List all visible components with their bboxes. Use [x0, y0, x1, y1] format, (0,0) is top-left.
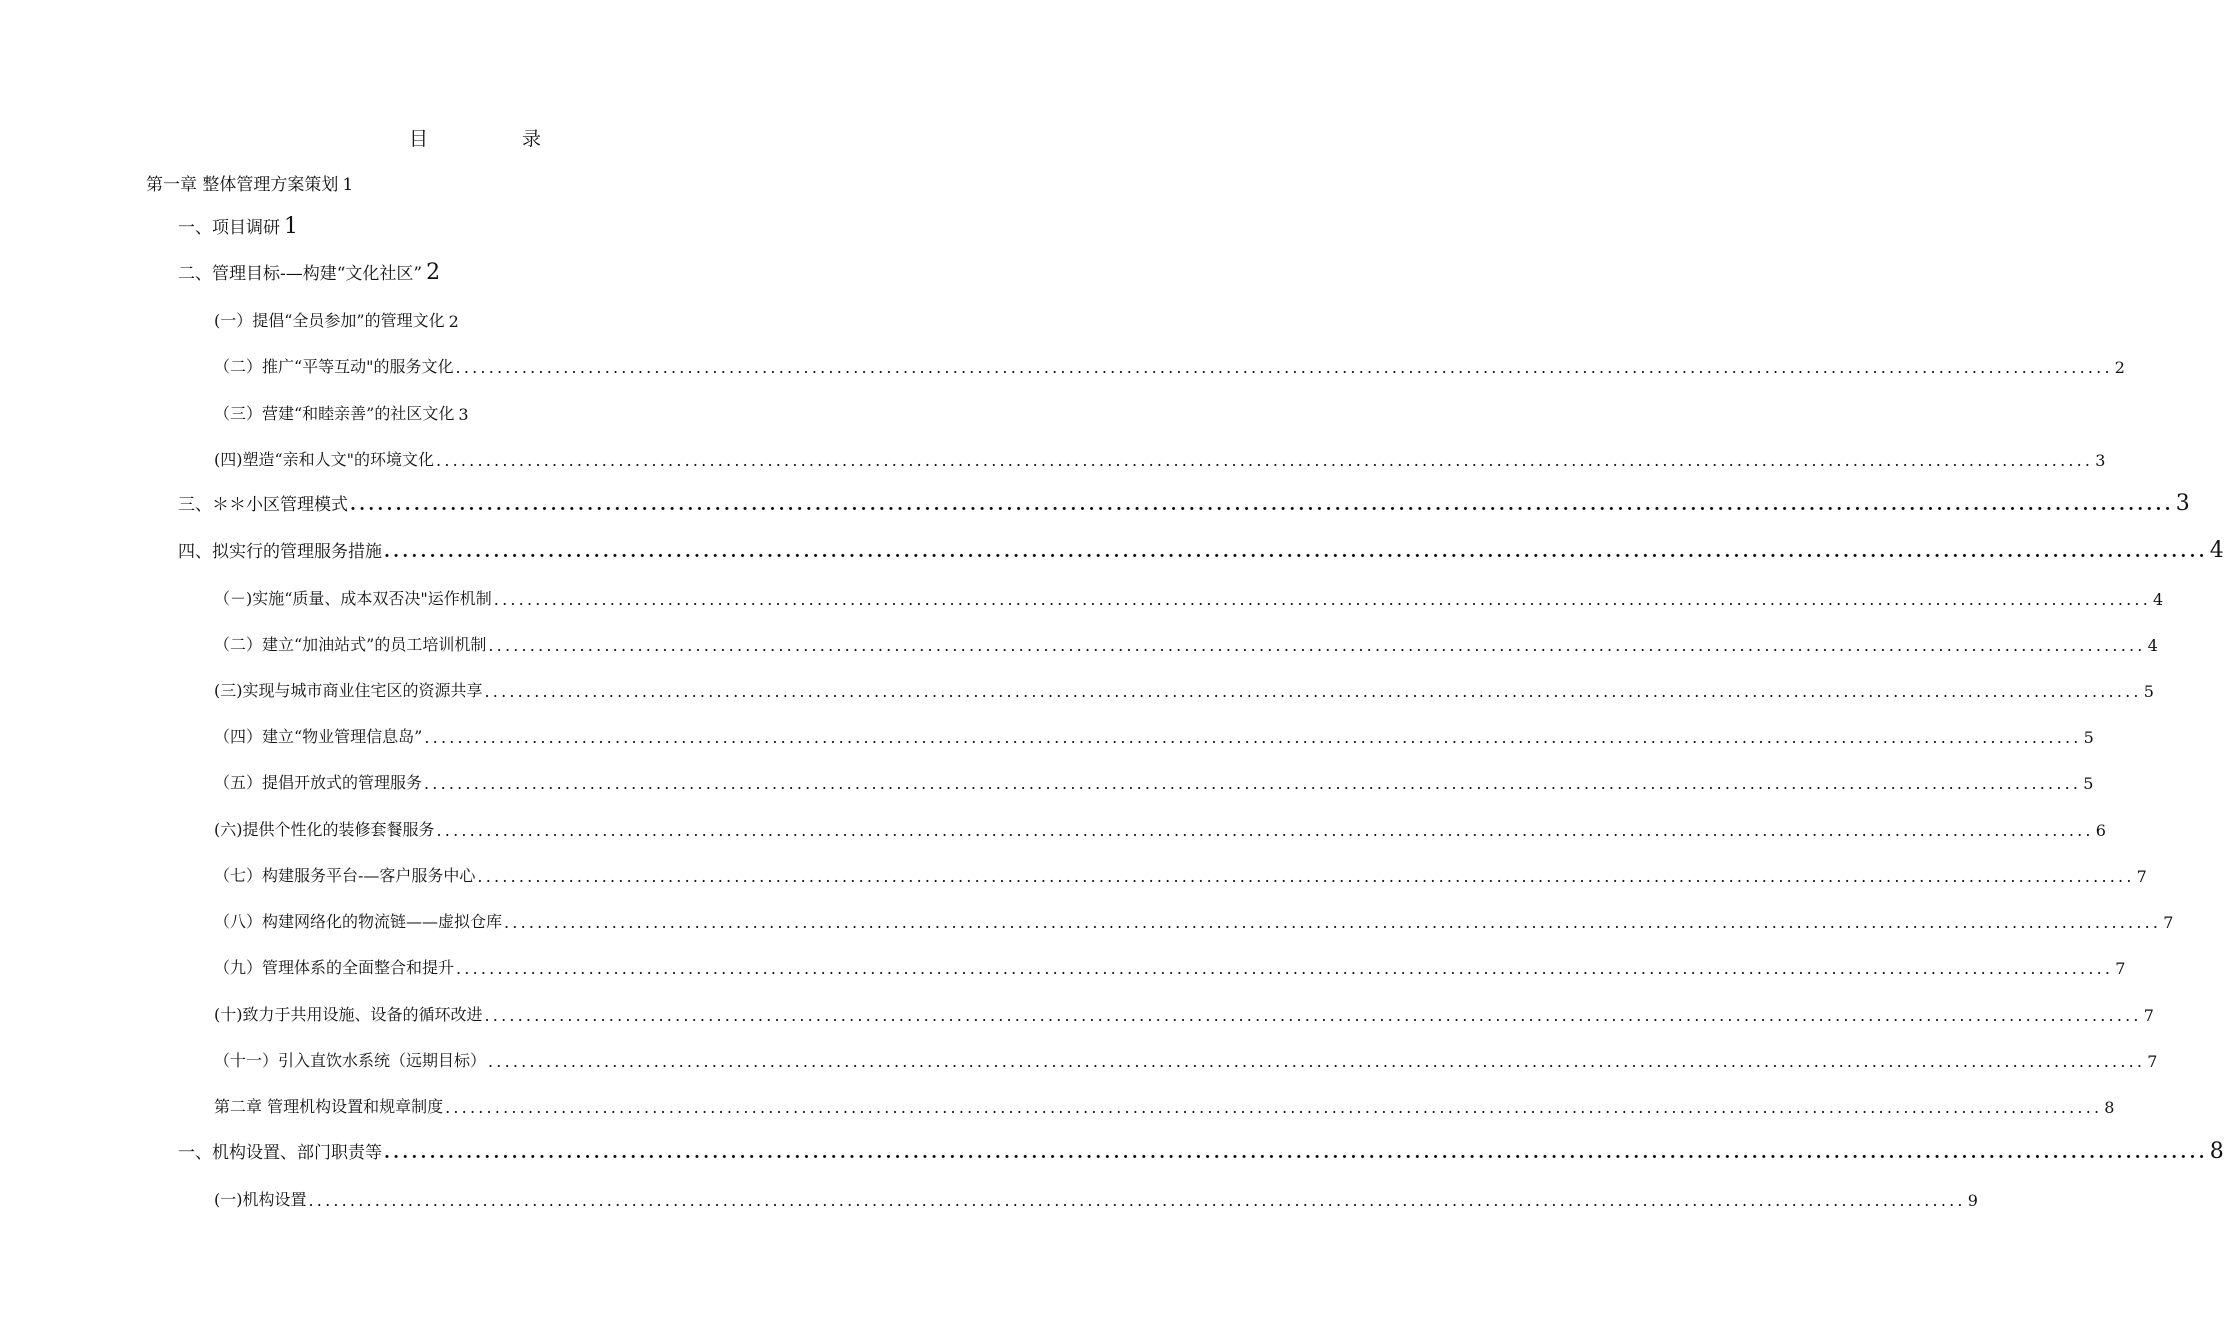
toc-entry-page: 7 — [2147, 1052, 2158, 1071]
toc-entry-label: (三)实现与城市商业住宅区的资源共享 — [214, 681, 483, 700]
toc-leader-dots: ........................................................................................................................................................................................................ — [350, 495, 2174, 515]
toc-entry[interactable] — [214, 863, 2147, 886]
toc-entry-label: （二）推广“平等互动"的服务文化 — [214, 357, 454, 376]
toc-entry-label: （九）管理体系的全面整合和提升 — [214, 958, 455, 977]
toc-entry[interactable] — [178, 259, 440, 284]
toc-leader-dots: ........................................................................................................................................................................................................ — [436, 451, 2094, 470]
toc-leader-dots: ........................................................................................................................................................................................................ — [455, 358, 2113, 377]
toc-entry[interactable] — [214, 447, 2106, 470]
toc-entry-page: 6 — [2095, 821, 2106, 840]
toc-entry-page: 1 — [342, 175, 354, 195]
toc-entry[interactable] — [214, 1187, 1978, 1210]
toc-entry[interactable] — [178, 537, 2224, 563]
toc-entry[interactable] — [178, 490, 2190, 516]
toc-entry[interactable] — [178, 213, 298, 238]
toc-entry-label: （七）构建服务平台-—客户服务中心 — [214, 866, 476, 885]
toc-entry-label: （五）提倡开放式的管理服务 — [214, 773, 423, 792]
toc-leader-dots: ........................................................................................................................................................................................................ — [484, 682, 2142, 701]
toc-leader-dots: ........................................................................................................................................................................................................ — [384, 542, 2208, 562]
toc-leader-dots: ........................................................................................................................................................................................................ — [504, 913, 2162, 932]
toc-leader-dots: ........................................................................................................................................................................................................ — [493, 590, 2151, 609]
toc-entry-chapter-2[interactable] — [214, 1094, 2115, 1117]
toc-entry-label: 一、项目调研 — [178, 218, 280, 238]
toc-leader-dots: ........................................................................................................................................................................................................ — [484, 1006, 2142, 1025]
toc-entry[interactable] — [214, 354, 2125, 377]
toc-entry[interactable] — [214, 724, 2094, 747]
toc-entry[interactable] — [214, 586, 2164, 609]
toc-entry-label: 第一章 整体管理方案策划 — [146, 175, 339, 195]
toc-entry-label: (四)塑造“亲和人文"的环境文化 — [214, 450, 435, 469]
toc-entry[interactable] — [214, 1002, 2154, 1025]
toc-entry-label: (一)机构设置 — [214, 1190, 307, 1209]
toc-entry-label: 第二章 管理机构设置和规章制度 — [214, 1097, 444, 1116]
toc-leader-dots: ........................................................................................................................................................................................................ — [456, 959, 2114, 978]
toc-entry-label: （四）建立“物业管理信息岛” — [214, 727, 423, 746]
toc-entry-label: （八）构建网络化的物流链——虚拟仓库 — [214, 912, 503, 931]
toc-leader-dots: ........................................................................................................................................................................................................ — [436, 821, 2094, 840]
toc-entry-label: 四、拟实行的管理服务措施 — [178, 542, 382, 562]
toc-entry-page: 5 — [2083, 728, 2094, 747]
toc-entry-label: 三、＊＊小区管理模式 — [178, 495, 348, 515]
toc-entry-page: 8 — [2104, 1098, 2115, 1117]
toc-entry-page: 7 — [2136, 867, 2147, 886]
toc-leader-dots: ........................................................................................................................................................................................................ — [424, 774, 2082, 793]
toc-entry-page: 2 — [426, 260, 441, 285]
toc-entry-label: （十一）引入直饮水系统（远期目标） — [214, 1051, 487, 1070]
toc-leader-dots: ........................................................................................................................................................................................................ — [424, 728, 2082, 747]
toc-entry-page: 9 — [1967, 1191, 1978, 1210]
toc-entry[interactable] — [214, 401, 469, 424]
toc-entry-page: 4 — [2147, 636, 2158, 655]
toc-entry[interactable] — [214, 955, 2126, 978]
toc-entry[interactable] — [214, 632, 2158, 655]
toc-leader-dots: ........................................................................................................................................................................................................ — [477, 867, 2135, 886]
toc-entry[interactable] — [214, 817, 2106, 840]
toc-entry-page: 8 — [2209, 1139, 2224, 1164]
toc-entry-page: 3 — [2095, 451, 2106, 470]
toc-entry-page: 3 — [458, 405, 469, 424]
toc-leader-dots: ........................................................................................................................................................................................................ — [445, 1098, 2103, 1117]
toc-entry-page: 5 — [2143, 682, 2154, 701]
toc-entry[interactable] — [214, 770, 2094, 793]
toc-entry-page: 7 — [2143, 1006, 2154, 1025]
toc-entry-page: 1 — [284, 214, 298, 239]
toc-entry[interactable] — [178, 1138, 2224, 1164]
toc-leader-dots: ........................................................................................................................................................................................................ — [488, 1052, 2146, 1071]
toc-entry-page: 5 — [2083, 774, 2094, 793]
toc-leader-dots: ........................................................................................................................................................................................................ — [384, 1143, 2208, 1163]
toc-entry-page: 4 — [2152, 590, 2164, 609]
toc-entry-label: 二、管理目标-—构建“文化社区” — [178, 264, 423, 284]
toc-leader-dots: ........................................................................................................................................................................................................ — [488, 636, 2146, 655]
toc-entry-label: （－)实施“质量、成本双否决"运作机制 — [214, 589, 492, 608]
toc-entry-page: 2 — [448, 312, 459, 331]
toc-entry-label: (十)致力于共用设施、设备的循环改进 — [214, 1005, 483, 1024]
toc-entry-page: 7 — [2115, 959, 2126, 978]
toc-entry-page: 4 — [2209, 538, 2224, 563]
toc-entry-label: (一）提倡“全员参加”的管理文化 — [214, 311, 445, 330]
toc-entry-page: 3 — [2175, 491, 2190, 516]
toc-leader-dots: ........................................................................................................................................................................................................ — [308, 1191, 1966, 1210]
toc-entry[interactable] — [214, 308, 459, 331]
toc-entry[interactable] — [214, 678, 2154, 701]
toc-title: 目 录 — [408, 128, 586, 150]
toc-entry[interactable] — [214, 909, 2174, 932]
toc-entry-chapter-1[interactable] — [146, 170, 353, 195]
toc-entry-page: 2 — [2114, 358, 2125, 377]
toc-entry-label: （三）营建“和睦亲善”的社区文化 — [214, 404, 455, 423]
toc-entry-label: （二）建立“加油站式”的员工培训机制 — [214, 635, 487, 654]
toc-entry-page: 7 — [2163, 913, 2174, 932]
toc-entry[interactable] — [214, 1048, 2158, 1071]
toc-entry-label: (六)提供个性化的装修套餐服务 — [214, 820, 435, 839]
toc-entry-label: 一、机构设置、部门职责等 — [178, 1143, 382, 1163]
